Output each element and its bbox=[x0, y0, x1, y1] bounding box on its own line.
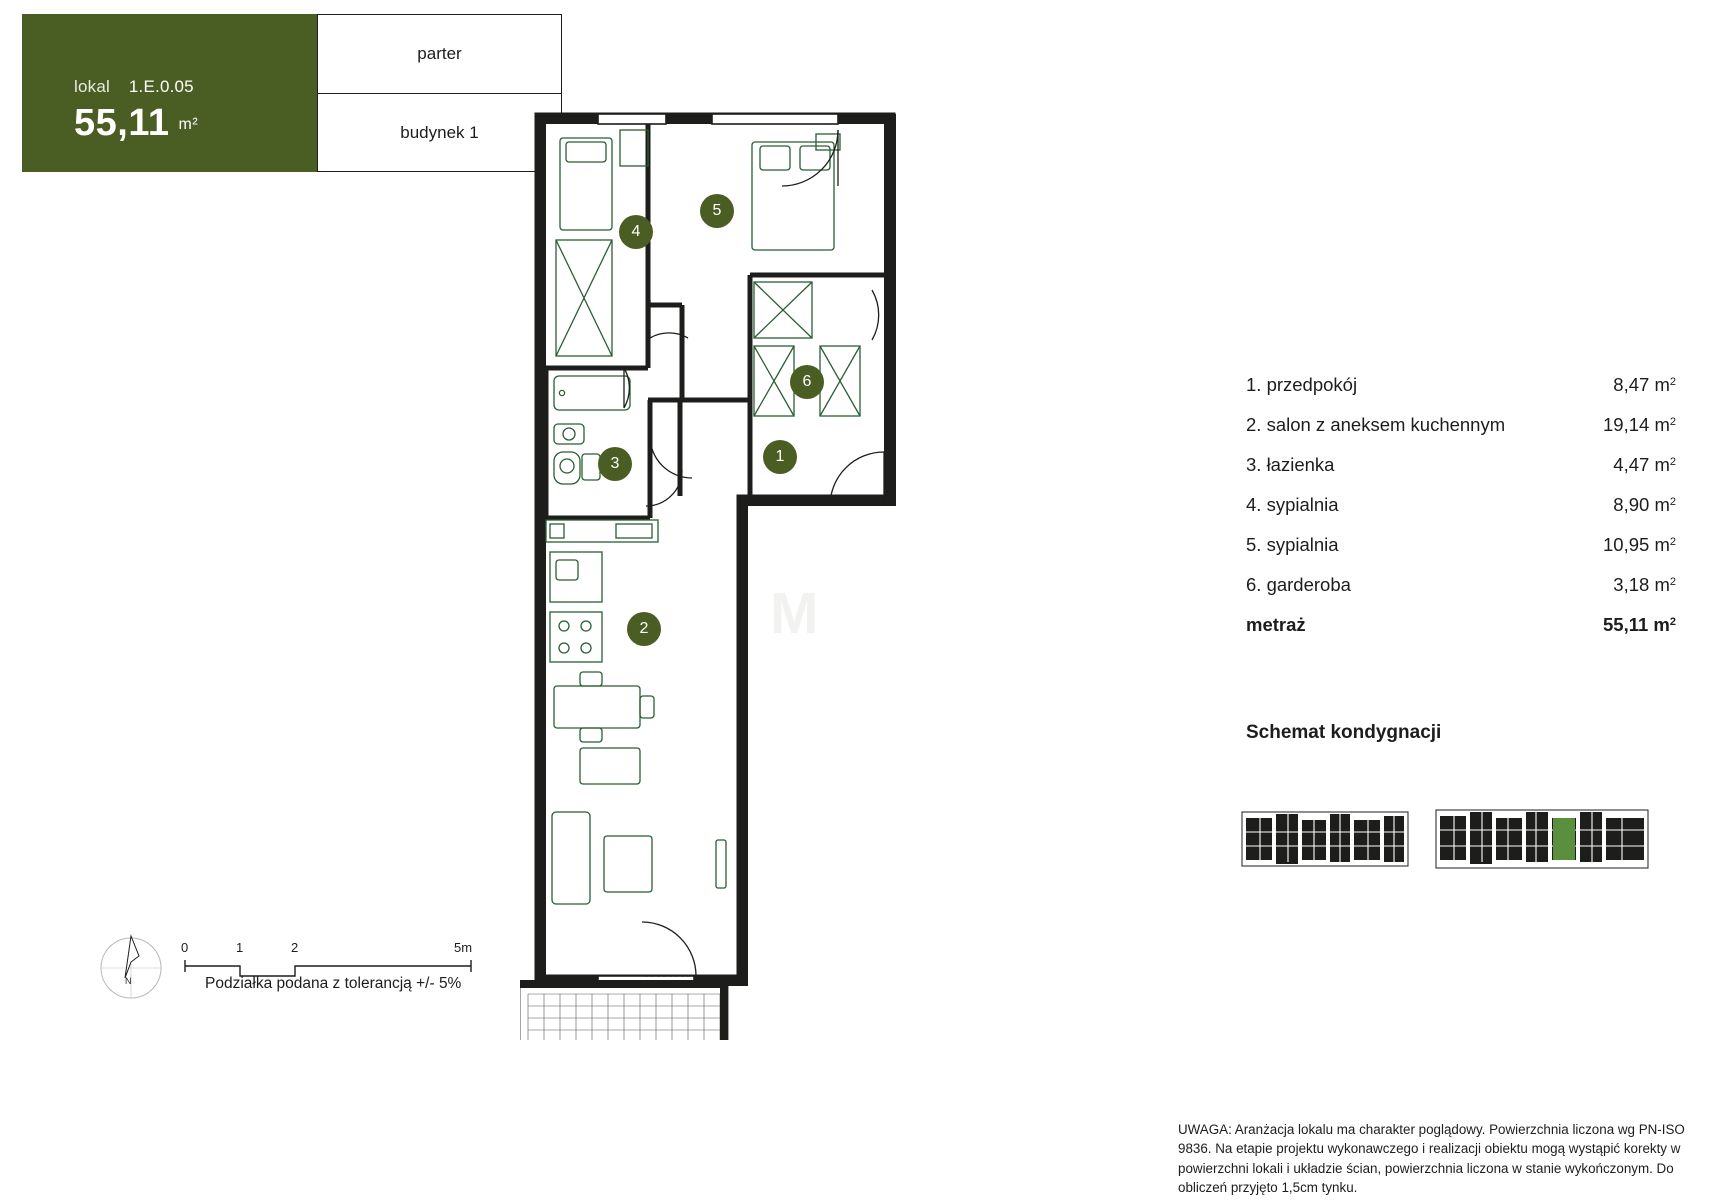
floor-plan-drawing bbox=[520, 100, 980, 1040]
unit-header bbox=[22, 14, 542, 172]
scale-tick-0: 0 bbox=[181, 940, 189, 955]
room-badge-2: 2 bbox=[627, 612, 661, 646]
legend-room-area bbox=[1603, 414, 1676, 436]
legend-row bbox=[1246, 365, 1676, 405]
legend-sup: 2 bbox=[1669, 456, 1676, 468]
room-badge-4: 4 bbox=[619, 215, 653, 249]
scale-drawing bbox=[95, 910, 515, 1020]
legend-room-value: 4,47 bbox=[1613, 454, 1650, 475]
schemat-highlight bbox=[1553, 818, 1575, 860]
unit-code: 1.E.0.05 bbox=[128, 77, 194, 96]
legend-total-value: 55,11 bbox=[1603, 614, 1649, 635]
room-badge-3: 3 bbox=[598, 447, 632, 481]
legend-room-unit: m bbox=[1654, 414, 1670, 435]
legend-row bbox=[1246, 485, 1676, 525]
legend-room-name: 6. garderoba bbox=[1246, 574, 1351, 595]
legend-sup: 2 bbox=[1669, 376, 1676, 388]
room-legend bbox=[1246, 365, 1676, 645]
legend-sup: 2 bbox=[1669, 576, 1676, 588]
legend-room-area bbox=[1613, 374, 1676, 396]
legend-room-area bbox=[1613, 494, 1676, 516]
scale-note: Podziałka podana z tolerancją +/- 5% bbox=[205, 975, 462, 992]
legend-sup: 2 bbox=[1669, 416, 1676, 428]
scale-bar bbox=[95, 910, 515, 1020]
scale-tick-end: 5m bbox=[454, 940, 473, 955]
legend-total-row bbox=[1246, 605, 1676, 645]
legend-room-area bbox=[1603, 534, 1676, 556]
legend-row bbox=[1246, 445, 1676, 485]
schemat-kondygnacji bbox=[1240, 800, 1660, 880]
scale-tick-1: 1 bbox=[236, 940, 244, 955]
legend-room-value: 19,14 bbox=[1603, 414, 1650, 435]
room-badge-1: 1 bbox=[763, 440, 797, 474]
unit-area-unit: m² bbox=[178, 116, 199, 133]
legend-room-name: 1. przedpokój bbox=[1246, 374, 1358, 395]
unit-label: lokal bbox=[74, 77, 110, 96]
watermark: M bbox=[770, 581, 819, 646]
legend-sup: 2 bbox=[1669, 616, 1676, 628]
legend-total-area bbox=[1603, 614, 1676, 636]
scale-tick-2: 2 bbox=[291, 940, 299, 955]
legend-sup: 2 bbox=[1669, 536, 1676, 548]
legend-row bbox=[1246, 565, 1676, 605]
compass-icon bbox=[101, 936, 161, 998]
unit-badge bbox=[22, 14, 317, 172]
legend-room-name: 2. salon z aneksem kuchennym bbox=[1246, 414, 1506, 435]
floor-box bbox=[317, 14, 562, 93]
schemat-drawing bbox=[1240, 800, 1660, 880]
schemat-title: Schemat kondygnacji bbox=[1246, 722, 1442, 743]
legend-total-label: metraż bbox=[1246, 614, 1306, 635]
floor-label: parter bbox=[417, 44, 462, 63]
legend-row bbox=[1246, 405, 1676, 445]
legend-total-unit: m bbox=[1653, 614, 1670, 635]
legend-sup: 2 bbox=[1669, 496, 1676, 508]
legend-room-name: 5. sypialnia bbox=[1246, 534, 1339, 555]
legend-room-value: 3,18 bbox=[1613, 574, 1650, 595]
legend-room-unit: m bbox=[1654, 534, 1670, 555]
legend-room-value: 10,95 bbox=[1603, 534, 1650, 555]
legend-row bbox=[1246, 525, 1676, 565]
unit-area-value: 55,11 bbox=[74, 102, 170, 144]
unit-area bbox=[74, 102, 198, 145]
svg-text:N: N bbox=[125, 976, 132, 986]
room-badge-6: 6 bbox=[790, 365, 824, 399]
floor-plan bbox=[520, 100, 980, 1040]
legend-room-area bbox=[1613, 454, 1676, 476]
unit-code-line bbox=[74, 77, 194, 97]
building-label: budynek 1 bbox=[400, 122, 479, 142]
legend-room-value: 8,47 bbox=[1613, 374, 1650, 395]
legend-room-name: 4. sypialnia bbox=[1246, 494, 1339, 515]
disclaimer-note: UWAGA: Aranżacja lokalu ma charakter poglądowy. Powierzchnia liczona wg PN-ISO 9836. Na etapie projektu wykonawczego i realizacji obiektu mogą wystąpić korekty w powierzchni lokali i układzie ścian, powierzchnia liczona w stanie wykończonym. Do obliczeń przyjęto 1,5cm tynku. bbox=[1178, 1122, 1685, 1196]
legend-room-name: 3. łazienka bbox=[1246, 454, 1335, 475]
legend-room-unit: m bbox=[1654, 454, 1670, 475]
room-badge-5: 5 bbox=[700, 194, 734, 228]
legend-room-value: 8,90 bbox=[1613, 494, 1650, 515]
legend-room-area bbox=[1613, 574, 1676, 596]
legend-room-unit: m bbox=[1654, 574, 1670, 595]
legend-room-unit: m bbox=[1654, 494, 1670, 515]
legend-room-unit: m bbox=[1654, 374, 1670, 395]
